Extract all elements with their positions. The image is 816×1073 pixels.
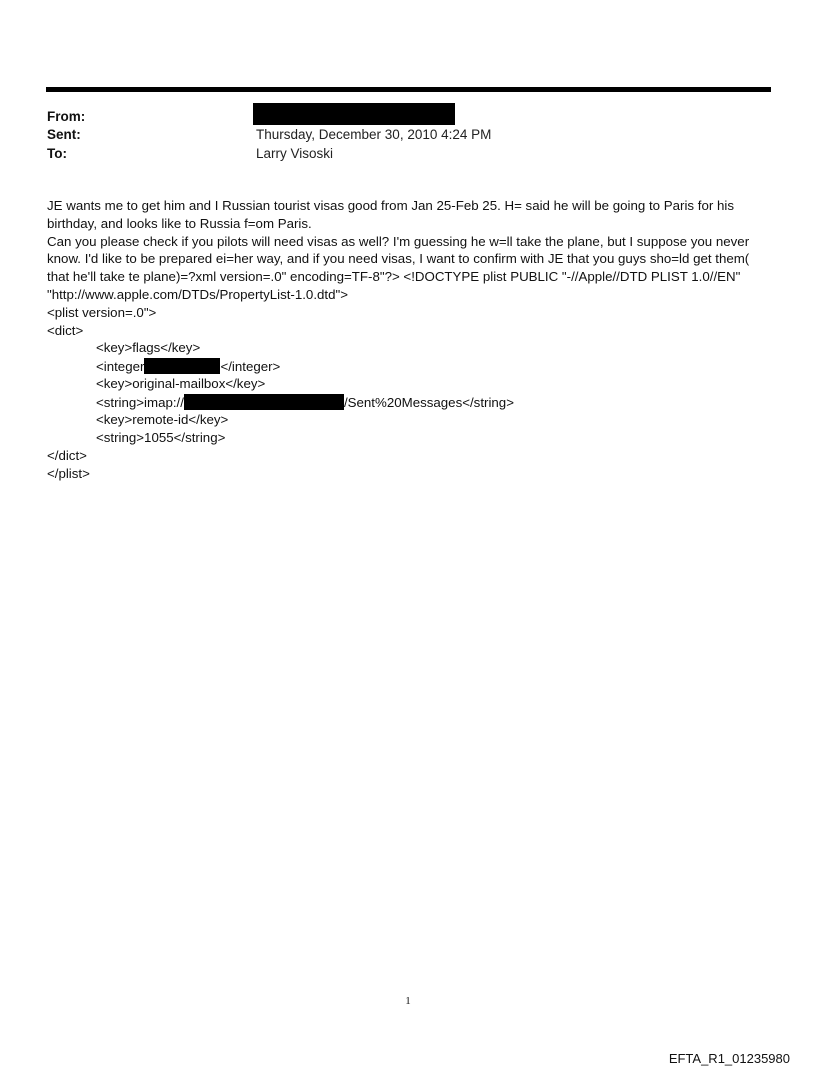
body-line-2: birthday, and looks like to Russia f=om Paris.	[47, 215, 312, 231]
integer-redaction	[144, 358, 220, 374]
document-id: EFTA_R1_01235980	[668, 1051, 790, 1066]
body-line-4: know. I'd like to be prepared ei=her way, and if you need visas, I want to confirm with JE that you guys sho=ld get them(	[47, 251, 750, 267]
to-value: Larry Visoski	[256, 146, 334, 161]
sent-value: Thursday, December 30, 2010 4:24 PM	[256, 127, 492, 142]
email-body	[47, 197, 782, 339]
from-label: From:	[47, 109, 86, 124]
plist-close: </plist>	[47, 466, 90, 481]
body-line-3: Can you please check if you pilots will need visas as well? I'm guessing he w=ll take the plane, but I suppose you never	[47, 233, 750, 249]
body-line-7: <plist version=.0">	[47, 304, 157, 320]
sent-label: Sent:	[47, 127, 81, 142]
plist-string-remote: <string>1055</string>	[96, 430, 226, 445]
page-number: 1	[405, 995, 411, 1007]
plist-key-flags: <key>flags</key>	[96, 340, 201, 355]
plist-key-remote: <key>remote-id</key>	[96, 412, 229, 427]
plist-key-mailbox: <key>original-mailbox</key>	[96, 376, 266, 391]
body-line-8: <dict>	[47, 322, 84, 338]
plist-imap-open: <string>imap://	[96, 395, 184, 410]
plist-imap-line	[96, 394, 514, 410]
header-rule	[46, 87, 771, 92]
body-line-5: that he'll take te plane)=?xml version=.0" encoding=TF-8"?> <!DOCTYPE plist PUBLIC "-//Apple//DTD PLIST 1.0//EN"	[47, 269, 741, 285]
plist-integer-close: </integer>	[220, 359, 281, 374]
body-line-6: "http://www.apple.com/DTDs/PropertyList-1.0.dtd">	[47, 286, 348, 302]
body-line-1: JE wants me to get him and I Russian tourist visas good from Jan 25-Feb 25. H= said he will be going to Paris for his	[47, 198, 734, 213]
plist-dict-close: </dict>	[47, 448, 87, 463]
imap-redaction	[184, 394, 344, 410]
from-redaction	[253, 103, 455, 125]
plist-integer-line	[96, 358, 280, 374]
plist-integer-open: <integer	[96, 359, 145, 374]
plist-imap-close: /Sent%20Messages</string>	[343, 395, 514, 410]
to-label: To:	[47, 146, 67, 161]
